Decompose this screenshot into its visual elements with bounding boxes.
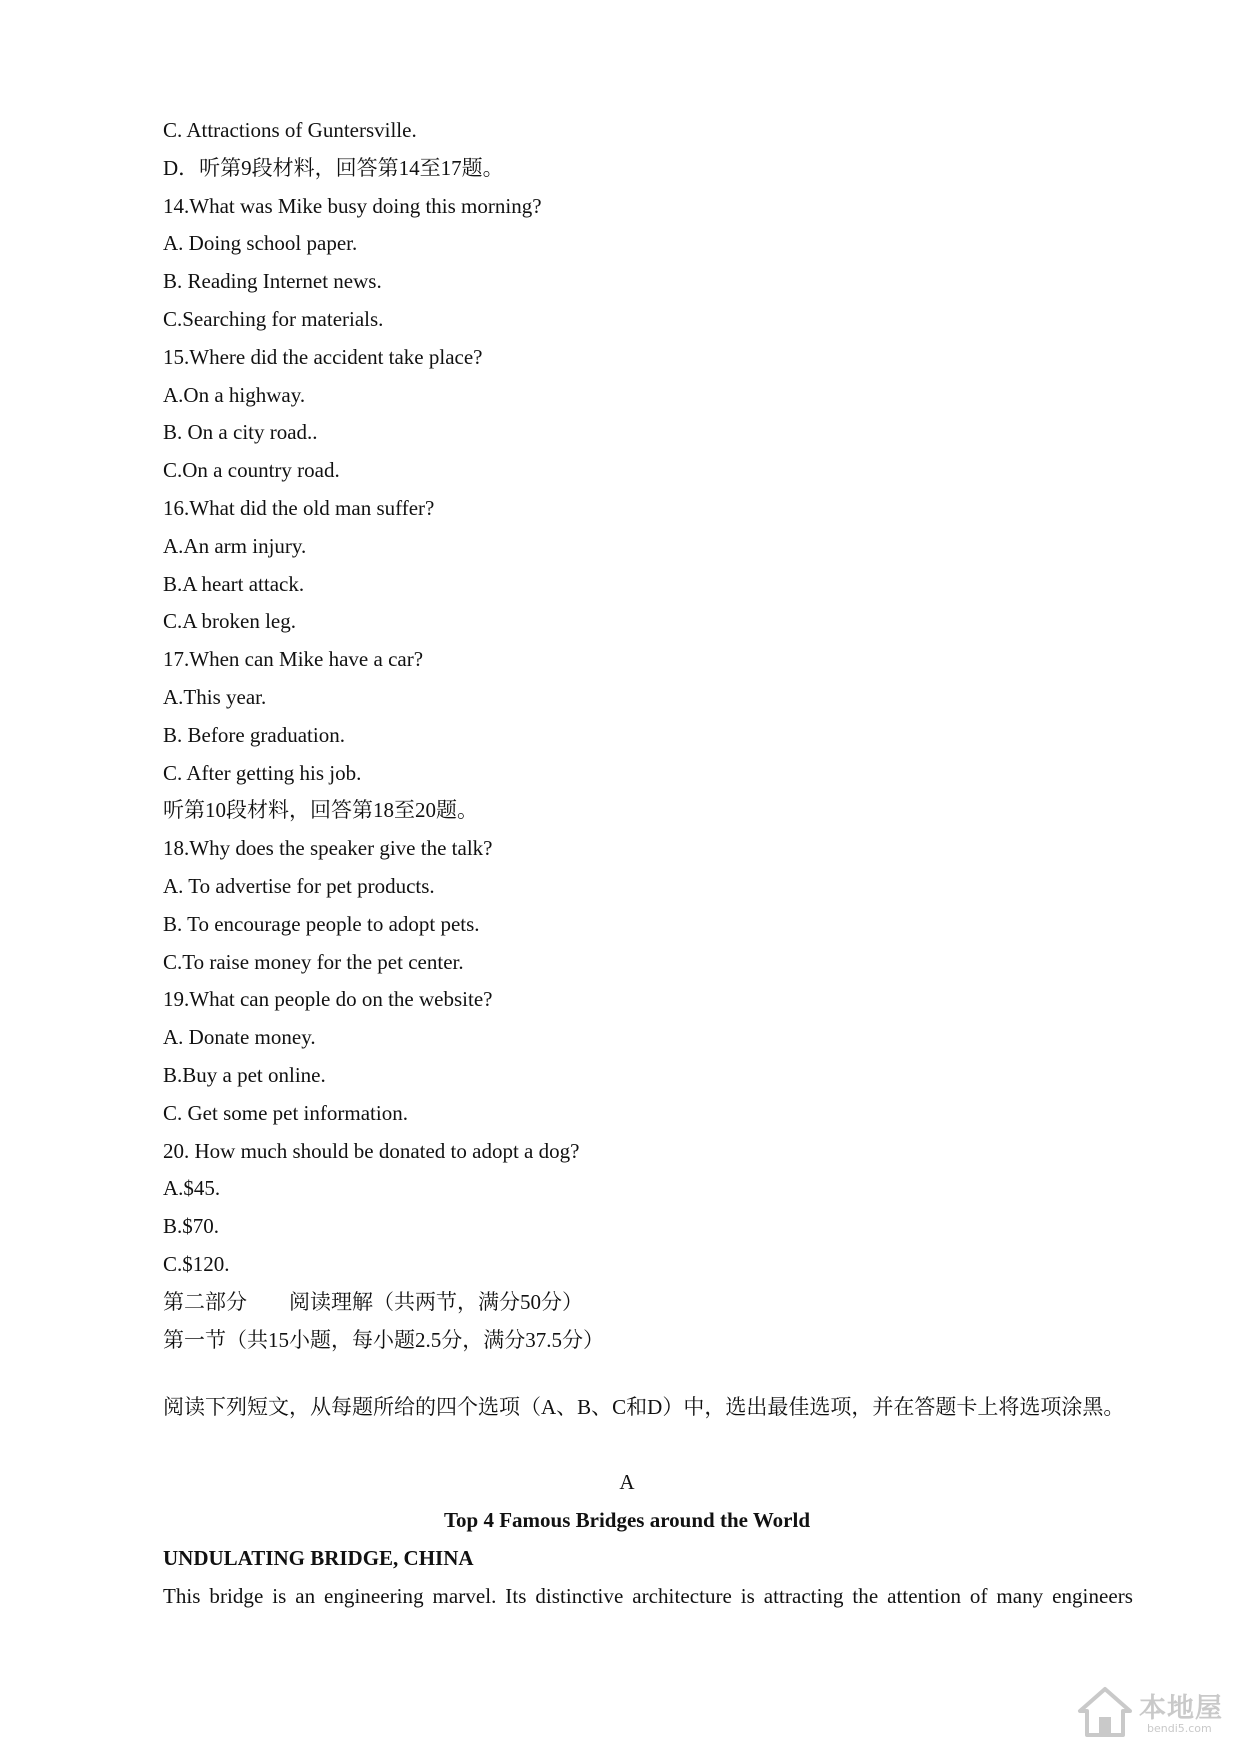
question-16: 16.What did the old man suffer? xyxy=(163,495,435,520)
option-20-b: B.$70. xyxy=(163,1214,220,1239)
option-18-a: A. To advertise for pet products. xyxy=(163,873,435,898)
question-17: 17.When can Mike have a car? xyxy=(163,647,424,672)
option-20-c: C.$120. xyxy=(163,1251,230,1276)
option-14-b: B. Reading Internet news. xyxy=(163,269,382,294)
watermark-url: bendi5.com xyxy=(1147,1722,1212,1735)
option-19-a: A. Donate money. xyxy=(163,1025,316,1050)
option-18-b: B. To encourage people to adopt pets. xyxy=(163,911,480,936)
question-list xyxy=(163,112,1133,1359)
passage-letter: A xyxy=(619,1470,635,1494)
question-14: 14.What was Mike busy doing this morning? xyxy=(163,193,542,218)
question-15: 15.Where did the accident take place? xyxy=(163,344,483,369)
option-16-a: A.An arm injury. xyxy=(163,533,307,558)
option-17-a: A.This year. xyxy=(163,684,267,709)
watermark-name: 本地屋 xyxy=(1139,1693,1223,1724)
option-14-c: C.Searching for materials. xyxy=(163,306,384,331)
option-19-b: B.Buy a pet online. xyxy=(163,1062,326,1087)
question-19: 19.What can people do on the website? xyxy=(163,987,493,1012)
site-watermark xyxy=(1077,1684,1227,1740)
house-icon xyxy=(1077,1686,1133,1738)
option-19-c: C. Get some pet information. xyxy=(163,1100,408,1125)
bridge-heading: UNDULATING BRIDGE, CHINA xyxy=(163,1546,474,1570)
section-instruction: D．听第9段材料，回答第14至17题。 xyxy=(163,155,504,180)
option-14-a: A. Doing school paper. xyxy=(163,231,358,256)
option-16-b: B.A heart attack. xyxy=(163,571,305,596)
question-20: 20. How much should be donated to adopt a dog? xyxy=(163,1138,580,1163)
article-title: Top 4 Famous Bridges around the World xyxy=(443,1508,811,1532)
question-18: 18.Why does the speaker give the talk? xyxy=(163,836,493,861)
text-line: C. Attractions of Guntersville. xyxy=(163,118,417,142)
option-16-c: C.A broken leg. xyxy=(163,609,296,634)
option-20-a: A.$45. xyxy=(163,1176,221,1201)
part-heading: 第二部分 阅读理解（共两节，满分50分） xyxy=(163,1289,583,1314)
option-17-c: C. After getting his job. xyxy=(163,760,362,785)
section-instruction: 听第10段材料，回答第18至20题。 xyxy=(163,798,478,823)
reading-instruction: 阅读下列短文，从每题所给的四个选项（A、B、C和D）中，选出最佳选项，并在答题卡上将选项涂黑。 xyxy=(163,1395,1125,1419)
option-15-b: B. On a city road.. xyxy=(163,420,318,445)
option-17-b: B. Before graduation. xyxy=(163,722,345,747)
subsection-heading: 第一节（共15小题，每小题2.5分，满分37.5分） xyxy=(163,1327,604,1352)
option-15-c: C.On a country road. xyxy=(163,458,340,483)
option-15-a: A.On a highway. xyxy=(163,382,306,407)
body-paragraph: This bridge is an engineering marvel. Its distinctive architecture is attracting the attention of many engineers xyxy=(163,1584,1133,1608)
option-18-c: C.To raise money for the pet center. xyxy=(163,949,464,974)
